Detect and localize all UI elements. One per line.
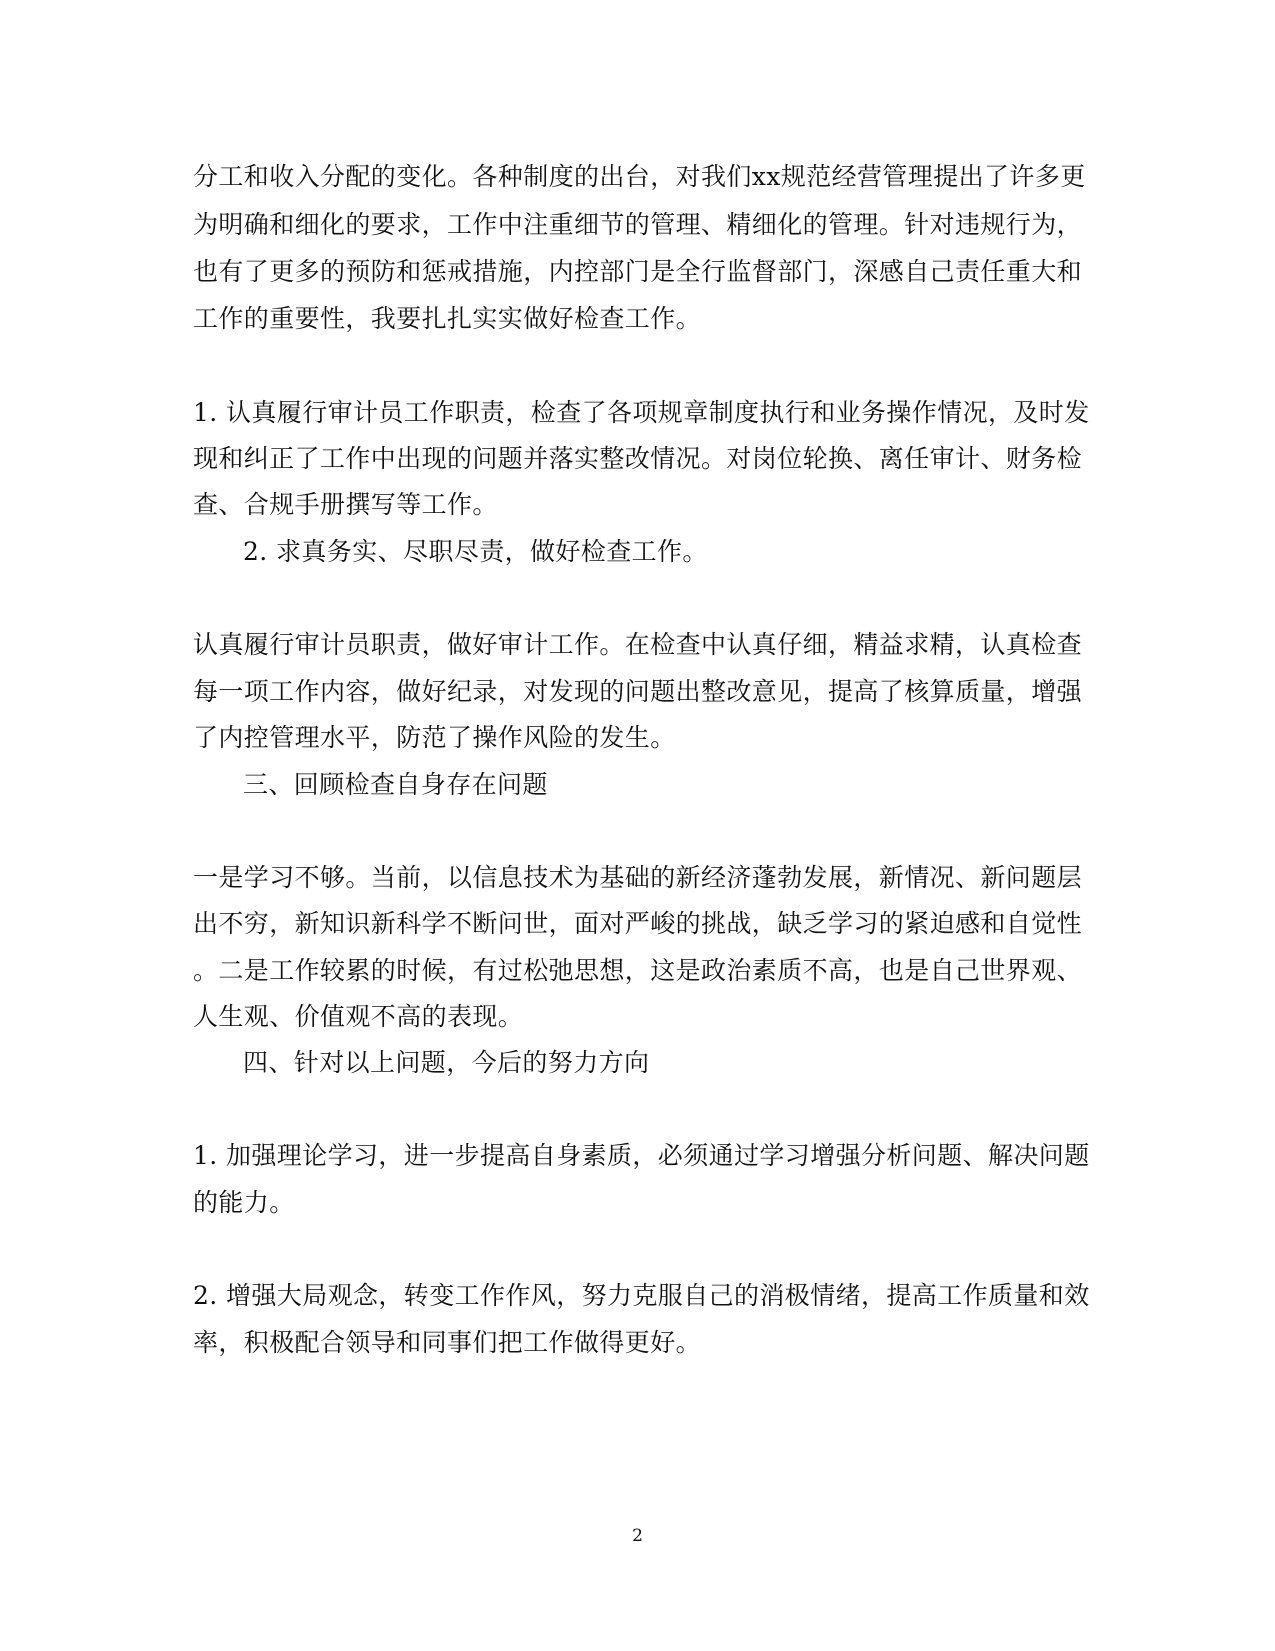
paragraph-line: 为明确和细化的要求，工作中注重细节的管理、精细化的管理。针对违规行为， <box>193 210 1083 239</box>
section-heading: 三、回顾检查自身存在问题 <box>243 770 548 799</box>
list-item-line: 1. 加强理论学习，进一步提高自身素质，必须通过学习增强分析问题、解决问题 <box>193 1141 1090 1170</box>
list-item-line: 查、合规手册撰写等工作。 <box>193 490 498 519</box>
paragraph-line: 认真履行审计员职责，做好审计工作。在检查中认真仔细，精益求精，认真检查 <box>193 630 1083 659</box>
list-item-line: 率，积极配合领导和同事们把工作做得更好。 <box>193 1328 702 1357</box>
list-item-line: 2. 求真务实、尽职尽责，做好检查工作。 <box>243 537 708 566</box>
paragraph-line: 了内控管理水平，防范了操作风险的发生。 <box>193 723 676 752</box>
paragraph-line: 每一项工作内容，做好纪录，对发现的问题出整改意见，提高了核算质量，增强 <box>193 677 1083 706</box>
paragraph-line: 出不穷，新知识新科学不断问世，面对严峻的挑战，缺乏学习的紧迫感和自觉性 <box>193 909 1083 938</box>
page-number: 2 <box>632 1526 643 1546</box>
paragraph-line: 也有了更多的预防和惩戒措施，内控部门是全行监督部门，深感自己责任重大和 <box>193 257 1083 286</box>
list-item-line: 的能力。 <box>193 1188 295 1217</box>
paragraph-line: 。二是工作较累的时候，有过松弛思想，这是政治素质不高，也是自己世界观、 <box>193 956 1083 985</box>
section-heading: 四、针对以上问题，今后的努力方向 <box>243 1048 650 1077</box>
list-item-line: 现和纠正了工作中出现的问题并落实整改情况。对岗位轮换、离任审计、财务检 <box>193 444 1083 473</box>
paragraph-line: 工作的重要性，我要扎扎实实做好检查工作。 <box>193 304 702 333</box>
list-item-line: 2. 增强大局观念，转变工作作风，努力克服自己的消极情绪，提高工作质量和效 <box>193 1281 1090 1310</box>
list-item-line: 1. 认真履行审计员工作职责，检查了各项规章制度执行和业务操作情况，及时发 <box>193 398 1090 427</box>
paragraph-line: 分工和收入分配的变化。各种制度的出台，对我们xx规范经营管理提出了许多更 <box>193 162 1086 191</box>
paragraph-line: 人生观、价值观不高的表现。 <box>193 1002 524 1031</box>
paragraph-line: 一是学习不够。当前，以信息技术为基础的新经济蓬勃发展，新情况、新问题层 <box>193 863 1083 892</box>
